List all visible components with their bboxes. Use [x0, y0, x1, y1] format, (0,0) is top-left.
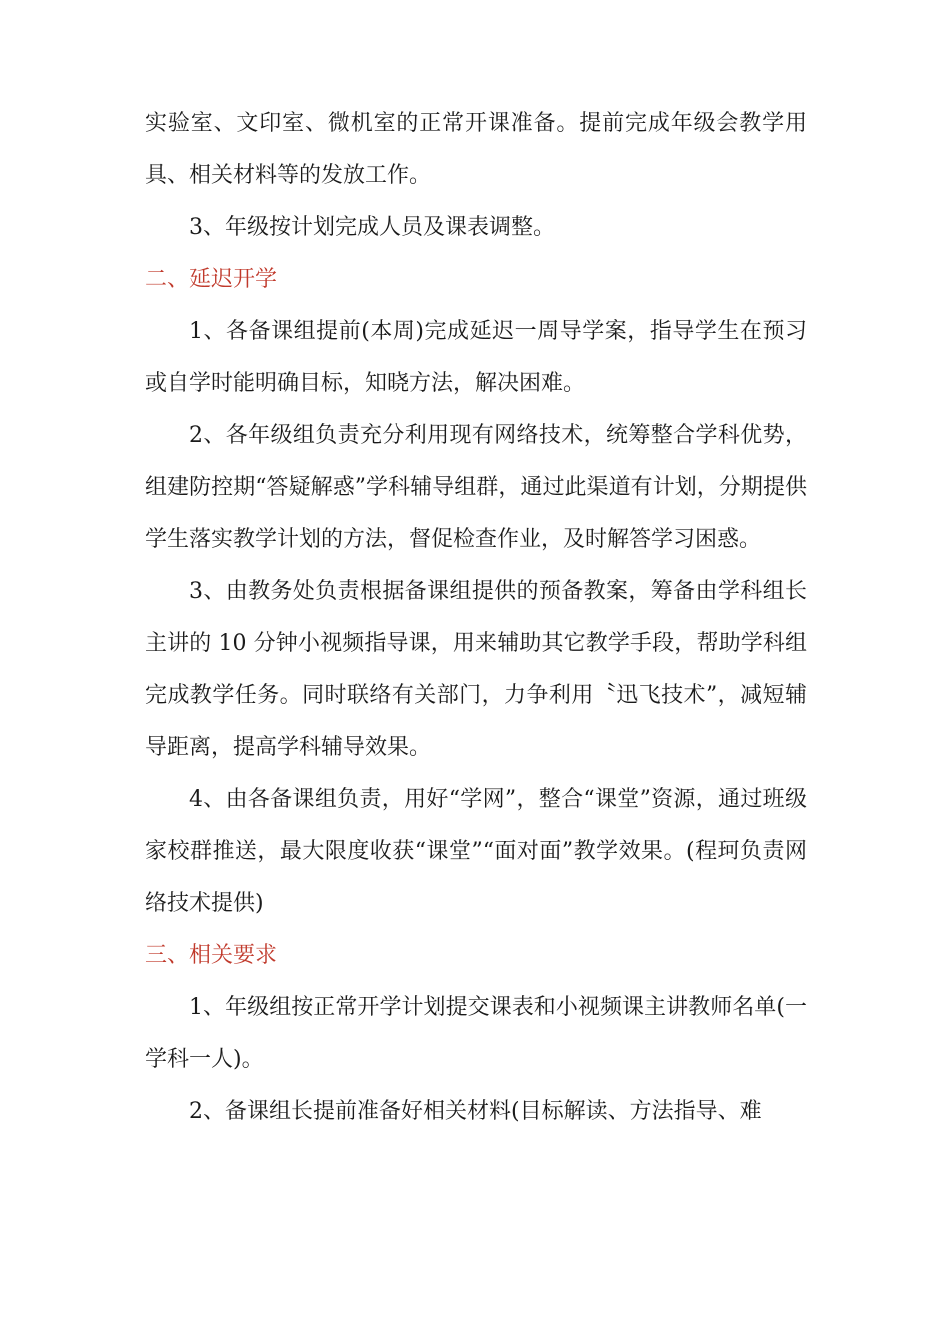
paragraph-prepare-materials: 2、备课组长提前准备好相关材料(目标解读、方法指导、难 [189, 1099, 762, 1124]
paragraph-lab-preparation: 实验室、文印室、微机室的正常开课准备。提前完成年级会教学用具、相关材料等的发放工作。 [145, 111, 807, 188]
paragraph-schedule-adjustment: 3、年级按计划完成人员及课表调整。 [189, 215, 555, 240]
paragraph-submit-schedule: 1、年级组按正常开学计划提交课表和小视频课主讲教师名单(一学科一人)。 [145, 995, 807, 1072]
section-heading-requirements: 三、相关要求 [145, 943, 278, 968]
paragraph-study-guides: 1、各备课组提前(本周)完成延迟一周导学案，指导学生在预习或自学时能明确目标，知晓方法，解决困难。 [145, 319, 807, 396]
section-heading-delayed-start: 二、延迟开学 [145, 267, 278, 292]
paragraph-class-resources: 4、由各备课组负责，用好“学网”，整合“课堂”资源，通过班级家校群推送，最大限度收获“课堂”“面对面”教学效果。(程珂负责网络技术提供) [145, 787, 807, 916]
paragraph-online-tutoring-groups: 2、各年级组负责充分利用现有网络技术，统筹整合学科优势，组建防控期“答疑解惑”学科辅导组群，通过此渠道有计划，分期提供学生落实教学计划的方法，督促检查作业，及时解答学习困惑。 [145, 423, 807, 552]
paragraph-video-lessons: 3、由教务处负责根据备课组提供的预备教案，筹备由学科组长主讲的 10 分钟小视频指导课，用来辅助其它教学手段，帮助学科组完成教学任务。同时联络有关部门，力争利用〝迅飞技术”，减短辅导距离，提高学科辅导效果。 [145, 579, 807, 760]
document-page [145, 98, 807, 1138]
